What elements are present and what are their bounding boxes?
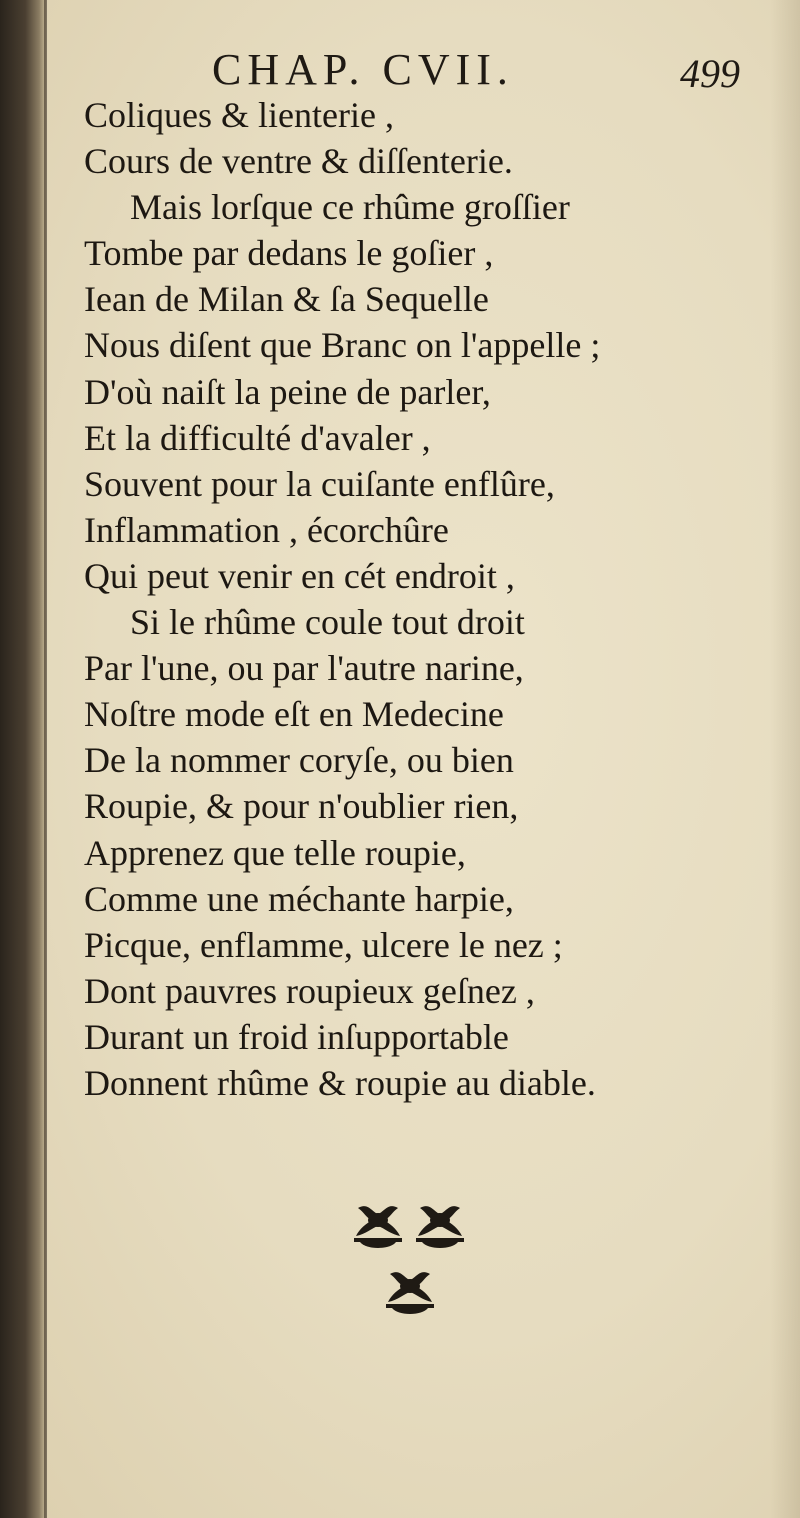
verse-line: Mais lorſque ce rhûme groſſier (130, 187, 570, 228)
fleuron-ornament-icon (340, 1190, 480, 1330)
verse-line: Apprenez que telle roupie, (84, 832, 466, 873)
verse-line: Tombe par dedans le goſier , (84, 233, 494, 274)
verse-line: Iean de Milan & ſa Sequelle (84, 279, 489, 320)
verse-line: D'où naiſt la peine de parler, (84, 371, 491, 412)
verse-line: Roupie, & pour n'oublier rien, (84, 786, 519, 827)
verse-line: Noſtre mode eſt en Medecine (84, 694, 504, 735)
verse-line: Coliques & lienterie , (84, 95, 394, 135)
verse-line: Donnent rhûme & roupie au diable. (84, 1062, 596, 1103)
gutter-line (44, 0, 47, 1518)
verse-line: Picque, enflamme, ulcere le nez ; (84, 924, 563, 965)
book-binding (0, 0, 46, 1518)
verse-line: Si le rhûme coule tout droit (130, 602, 525, 643)
verse-line: Nous diſent que Branc on l'appelle ; (84, 325, 601, 366)
verse-line: Et la difficulté d'avaler , (84, 417, 431, 458)
verse-line: Cours de ventre & diſſenterie. (84, 141, 513, 182)
verse-line: Comme une méchante harpie, (84, 878, 514, 919)
verse-block (84, 92, 764, 1106)
chapter-heading: CHAP. CVII. (212, 45, 514, 94)
page-edge-shadow (770, 0, 800, 1518)
page-number: 499 (680, 51, 740, 96)
verse-line: Durant un froid inſupportable (84, 1016, 509, 1057)
verse-line: Inflammation , écorchûre (84, 509, 449, 550)
verse-line: Souvent pour la cuiſante enflûre, (84, 463, 555, 504)
verse-line: Qui peut venir en cét endroit , (84, 555, 515, 596)
verse-line: De la nommer coryſe, ou bien (84, 740, 514, 781)
verse-line: Par l'une, ou par l'autre narine, (84, 648, 524, 689)
verse-line: Dont pauvres roupieux geſnez , (84, 970, 535, 1011)
